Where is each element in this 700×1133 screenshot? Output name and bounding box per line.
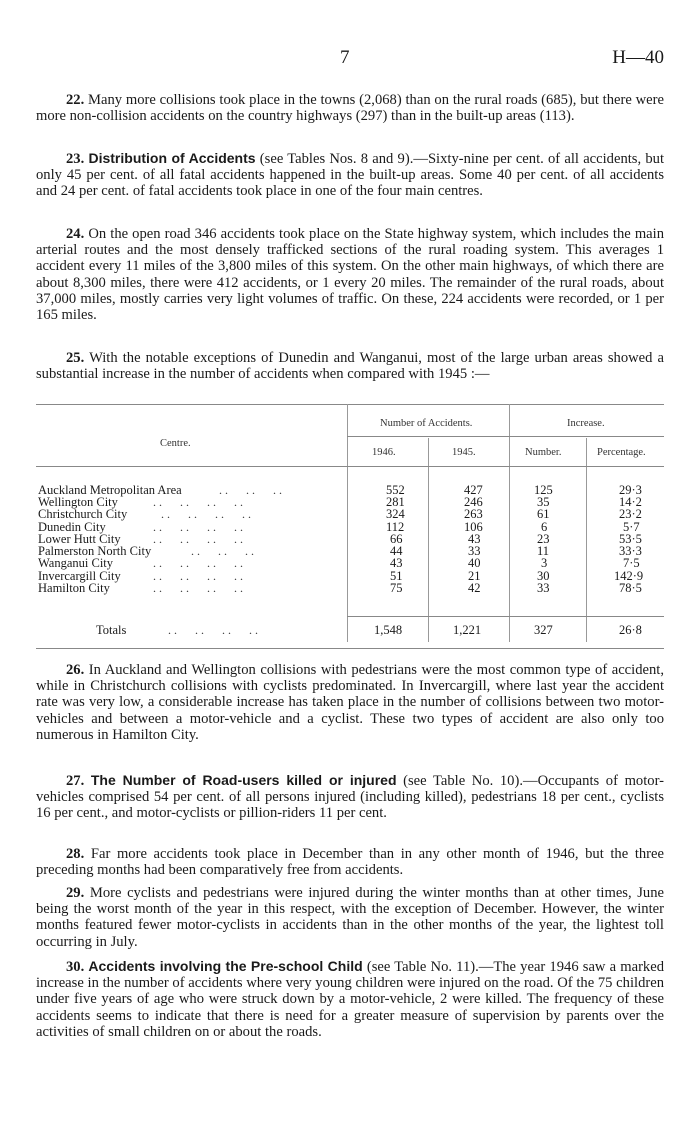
row-1945: 43 — [468, 532, 481, 546]
document-reference: H—40 — [612, 47, 664, 68]
row-increase-percentage: 14·2 — [619, 495, 642, 509]
paragraph-26 — [36, 662, 664, 743]
row-1946: 51 — [390, 569, 403, 583]
paragraph-heading: Distribution of Accidents — [88, 150, 256, 166]
row-increase-number: 30 — [537, 569, 550, 583]
paragraph-number: 25. — [66, 350, 85, 366]
paragraph-text: (see Table No. 11).—The year 1946 saw a marked increase in the number of accidents where very young children were injured on the road. Of the 75 children under five years of age who were struck down by a motor-vehicle, 2 were killed. The frequency of these accidents seems to indicate that there is need for a greater measure of supervision by parents over the activities of small children on or about the roads. — [36, 959, 664, 1040]
header-number-of-accidents: Number of Accidents. — [380, 418, 473, 429]
paragraph-text: With the notable exceptions of Dunedin and Wanganui, most of the large urban areas showed a substantial increase in the number of accidents when compared with 1945 :— — [36, 350, 664, 383]
row-increase-number: 11 — [537, 544, 550, 558]
header-increase-number: Number. — [525, 447, 562, 458]
row-1946: 552 — [386, 483, 405, 497]
row-1946: 281 — [386, 495, 405, 509]
row-centre: Christchurch City — [38, 507, 128, 521]
row-centre: Palmerston North City — [38, 544, 152, 558]
table-bottom-rule — [36, 648, 664, 649]
paragraph-text: Far more accidents took place in December than in any other month of 1946, but the three preceding months had been comparatively free from accidents. — [36, 846, 664, 879]
totals-leader: . . . . . . . . — [168, 623, 258, 637]
row-increase-percentage: 78·5 — [619, 581, 642, 595]
row-1946: 112 — [386, 520, 405, 534]
row-increase-percentage: 5·7 — [623, 520, 640, 534]
header-increase: Increase. — [567, 418, 605, 429]
totals-1945: 1,221 — [453, 623, 482, 637]
row-leader: . . . . . . . . — [150, 532, 243, 546]
paragraph-23 — [36, 150, 664, 200]
row-increase-percentage: 33·3 — [619, 544, 642, 558]
row-1945: 21 — [468, 569, 481, 583]
totals-increase-number: 327 — [534, 623, 553, 637]
row-increase-number: 3 — [541, 556, 548, 570]
header-increase-percentage: Percentage. — [597, 447, 646, 458]
paragraph-22 — [36, 92, 664, 124]
row-increase-number: 61 — [537, 507, 550, 521]
row-1945: 40 — [468, 556, 481, 570]
table-top-rule — [36, 404, 664, 405]
row-increase-number: 23 — [537, 532, 550, 546]
paragraph-24 — [36, 226, 664, 323]
paragraph-number: 30. — [66, 959, 85, 975]
header-centre: Centre. — [160, 438, 191, 449]
paragraph-number: 22. — [66, 92, 85, 108]
table-divider — [509, 404, 510, 642]
row-1946: 66 — [390, 532, 403, 546]
table-group-rule — [347, 436, 664, 437]
row-1946: 75 — [390, 581, 403, 595]
header-1946: 1946. — [372, 447, 396, 458]
row-leader: . . . . . . . . — [158, 507, 251, 521]
row-1946: 44 — [390, 544, 403, 558]
paragraph-text: In Auckland and Wellington collisions with pedestrians were the most common type of accident, while in Christchurch collisions with cyclists predominated. In Invercargill, where last year the accident rate was very low, a considerable increase has taken place in the number of collisions between two motor-vehicles and between a motor-vehicle and a cyclist. These two types of accident are also only too numerous in Hamilton City. — [36, 662, 664, 743]
row-leader: . . . . . . . . — [150, 556, 243, 570]
row-increase-percentage: 142·9 — [614, 569, 644, 583]
totals-label: Totals — [96, 623, 127, 637]
row-increase-number: 6 — [541, 520, 548, 534]
paragraph-text: More cyclists and pedestrians were injured during the winter months than at other times, June being the worst month of the year in this respect, with the exception of December. However, the winter months featured fewer motor-cyclists in accidents than in the other months of the year, the lightest toll occurring in July. — [36, 885, 664, 950]
row-1946: 324 — [386, 507, 405, 521]
row-increase-percentage: 29·3 — [619, 483, 642, 497]
row-1945: 106 — [464, 520, 483, 534]
row-increase-number: 33 — [537, 581, 550, 595]
paragraph-text: Many more collisions took place in the towns (2,068) than on the rural roads (685), but there were more non-collision accidents on the country highways (297) than in the built-up areas (113). — [36, 92, 664, 125]
row-leader: . . . . . . — [216, 483, 282, 497]
paragraph-27 — [36, 772, 664, 822]
paragraph-number: 28. — [66, 846, 85, 862]
row-leader: . . . . . . — [188, 544, 254, 558]
paragraph-30 — [36, 958, 664, 1040]
row-1945: 427 — [464, 483, 483, 497]
row-1946: 43 — [390, 556, 403, 570]
row-centre: Lower Hutt City — [38, 532, 121, 546]
row-centre: Dunedin City — [38, 520, 106, 534]
row-1945: 263 — [464, 507, 483, 521]
totals-increase-percentage: 26·8 — [619, 623, 642, 637]
row-increase-percentage: 53·5 — [619, 532, 642, 546]
row-centre: Hamilton City — [38, 581, 110, 595]
table-divider — [586, 438, 587, 642]
row-1945: 42 — [468, 581, 481, 595]
page-number: 7 — [340, 47, 350, 68]
row-increase-number: 125 — [534, 483, 553, 497]
paragraph-text: (see Tables Nos. 8 and 9).—Sixty-nine per cent. of all accidents, but only 45 per cent. of all fatal accidents happened in the built-up areas. Some 40 per cent. of all accidents and 24 per cent. of fatal accidents took place in one of the four main centres. — [36, 151, 664, 200]
row-increase-number: 35 — [537, 495, 550, 509]
paragraph-number: 26. — [66, 662, 85, 678]
table-header-rule — [36, 466, 664, 467]
totals-1946: 1,548 — [374, 623, 403, 637]
paragraph-28 — [36, 846, 664, 878]
paragraph-number: 27. — [66, 773, 85, 789]
row-centre: Auckland Metropolitan Area — [38, 483, 182, 497]
row-centre: Wanganui City — [38, 556, 114, 570]
row-1945: 33 — [468, 544, 481, 558]
paragraph-29 — [36, 885, 664, 950]
row-1945: 246 — [464, 495, 483, 509]
paragraph-text: On the open road 346 accidents took place on the State highway system, which includes the main arterial routes and the most densely trafficked sections of the rural roading system. This averages 1 accident every 11 miles of the 3,800 miles of this system. On the other main highways, of which there are about 8,300 miles, there were 412 accidents, or 1 every 20 miles. The remainder of the rural roads, about 37,000 miles, mostly carries very light volumes of traffic. On these, 224 accidents were recorded, or 1 per 165 miles. — [36, 226, 664, 324]
paragraph-number: 23. — [66, 151, 85, 167]
row-centre: Wellington City — [38, 495, 118, 509]
row-leader: . . . . . . . . — [150, 495, 243, 509]
table-totals-rule — [347, 616, 664, 617]
table-divider — [428, 438, 429, 642]
paragraph-number: 29. — [66, 885, 85, 901]
header-1945: 1945. — [452, 447, 476, 458]
row-increase-percentage: 7·5 — [623, 556, 640, 570]
paragraph-25 — [36, 350, 664, 382]
paragraph-heading: The Number of Road-users killed or injured — [90, 772, 397, 788]
row-increase-percentage: 23·2 — [619, 507, 642, 521]
paragraph-number: 24. — [66, 226, 85, 242]
table-divider — [347, 404, 348, 642]
row-leader: . . . . . . . . — [150, 569, 243, 583]
paragraph-text: (see Table No. 10).—Occupants of motor-vehicles comprised 54 per cent. of all persons injured (including killed), pedestrians 18 per cent., cyclists 16 per cent., and motor-cyclists or pillion-riders 11 per cent. — [36, 773, 664, 822]
row-leader: . . . . . . . . — [150, 520, 243, 534]
row-leader: . . . . . . . . — [150, 581, 243, 595]
row-centre: Invercargill City — [38, 569, 121, 583]
paragraph-heading: Accidents involving the Pre-school Child — [88, 958, 363, 974]
